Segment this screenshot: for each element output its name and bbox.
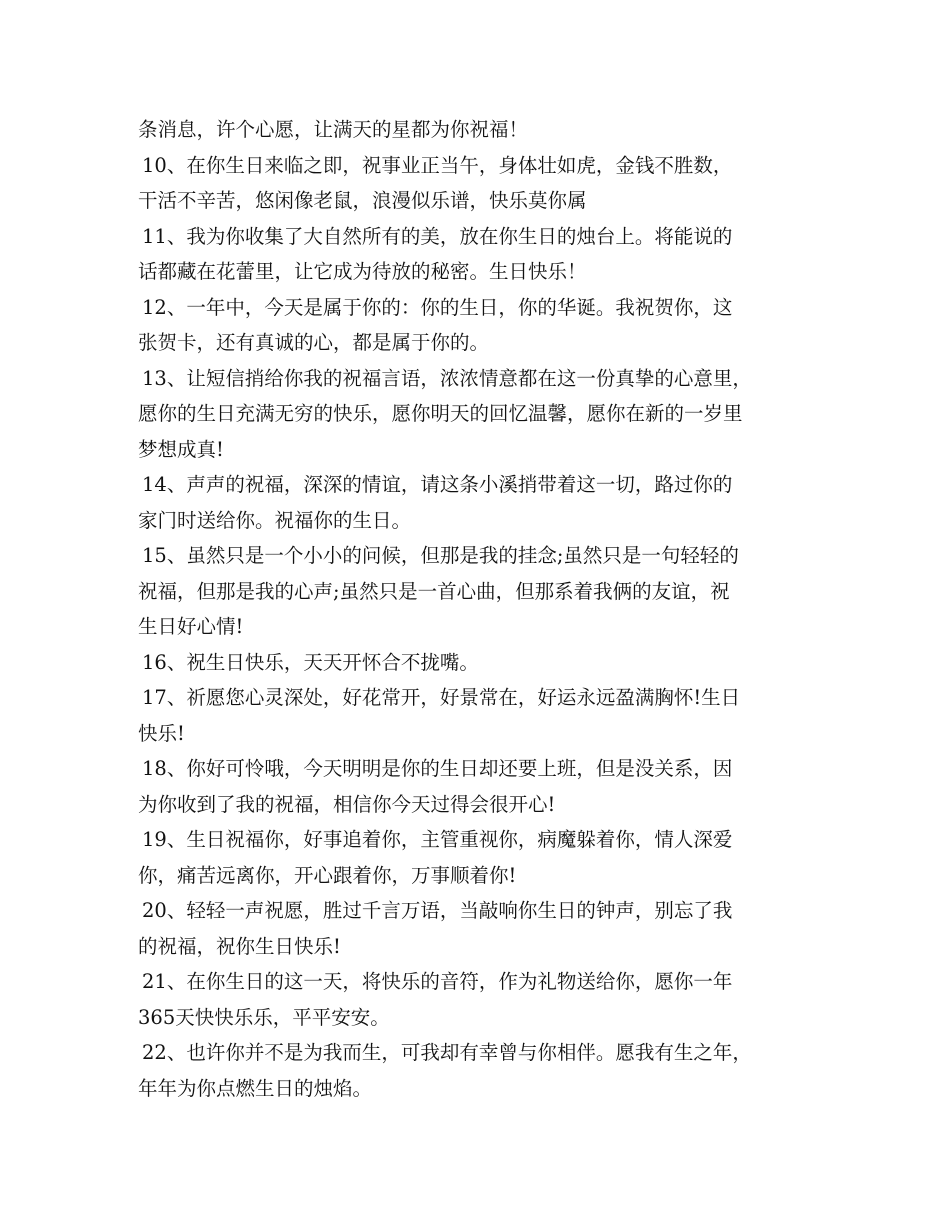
text-line: 快乐! xyxy=(138,721,185,745)
text-line: 梦想成真! xyxy=(138,437,224,461)
text-line: 15、虽然只是一个小小的问候，但那是我的挂念;虽然只是一句轻轻的 xyxy=(142,544,739,567)
text-line: 祝福，但那是我的心声;虽然只是一首心曲，但那系着我俩的友谊，祝 xyxy=(138,579,730,603)
text-line: 365天快快乐乐，平平安安。 xyxy=(138,1005,390,1029)
text-line: 13、让短信捎给你我的祝福言语，浓浓情意都在这一份真挚的心意里， xyxy=(142,366,752,390)
text-line: 愿你的生日充满无穷的快乐，愿你明天的回忆温馨，愿你在新的一岁里 xyxy=(138,402,743,425)
text-line: 条消息，许个心愿，让满天的星都为你祝福！ xyxy=(138,118,529,141)
text-line: 14、声声的祝福，深深的情谊，请这条小溪捎带着这一切，路过你的 xyxy=(142,473,733,496)
text-line: 19、生日祝福你，好事追着你，主管重视你，病魔躲着你，情人深爱 xyxy=(142,828,733,851)
text-line: 年年为你点燃生日的烛焰。 xyxy=(138,1076,373,1100)
text-line: 张贺卡，还有真诚的心，都是属于你的。 xyxy=(138,331,490,354)
text-line: 家门时送给你。祝福你的生日。 xyxy=(138,508,412,532)
text-line: 17、祈愿您心灵深处，好花常开，好景常在，好运永远盈满胸怀!生日 xyxy=(142,686,741,709)
text-line: 话都藏在花蕾里，让它成为待放的秘密。生日快乐！ xyxy=(138,260,587,283)
text-line: 12、一年中，今天是属于你的：你的生日，你的华诞。我祝贺你，这 xyxy=(142,295,733,319)
text-line: 22、也许你并不是为我而生，可我却有幸曾与你相伴。愿我有生之年， xyxy=(142,1041,752,1064)
text-line: 16、祝生日快乐，天天开怀合不拢嘴。 xyxy=(142,650,479,674)
text-line: 的祝福，祝你生日快乐! xyxy=(138,934,341,958)
text-line: 10、在你生日来临之即，祝事业正当午，身体壮如虎，金钱不胜数， xyxy=(142,153,733,177)
text-line: 20、轻轻一声祝愿，胜过千言万语，当敲响你生日的钟声，别忘了我 xyxy=(142,899,733,922)
text-line: 为你收到了我的祝福，相信你今天过得会很开心! xyxy=(138,792,556,816)
document-body xyxy=(138,112,830,1106)
text-line: 生日好心情! xyxy=(138,615,244,638)
text-line: 你，痛苦远离你，开心跟着你，万事顺着你! xyxy=(138,863,517,887)
text-line: 18、你好可怜哦，今天明明是你的生日却还要上班，但是没关系，因 xyxy=(142,757,733,780)
text-line: 11、我为你收集了大自然所有的美，放在你生日的烛台上。将能说的 xyxy=(142,224,733,248)
text-line: 21、在你生日的这一天，将快乐的音符，作为礼物送给你，愿你一年 xyxy=(142,970,733,993)
text-line: 干活不辛苦，悠闲像老鼠，浪漫似乐谱，快乐莫你属 xyxy=(138,189,587,212)
